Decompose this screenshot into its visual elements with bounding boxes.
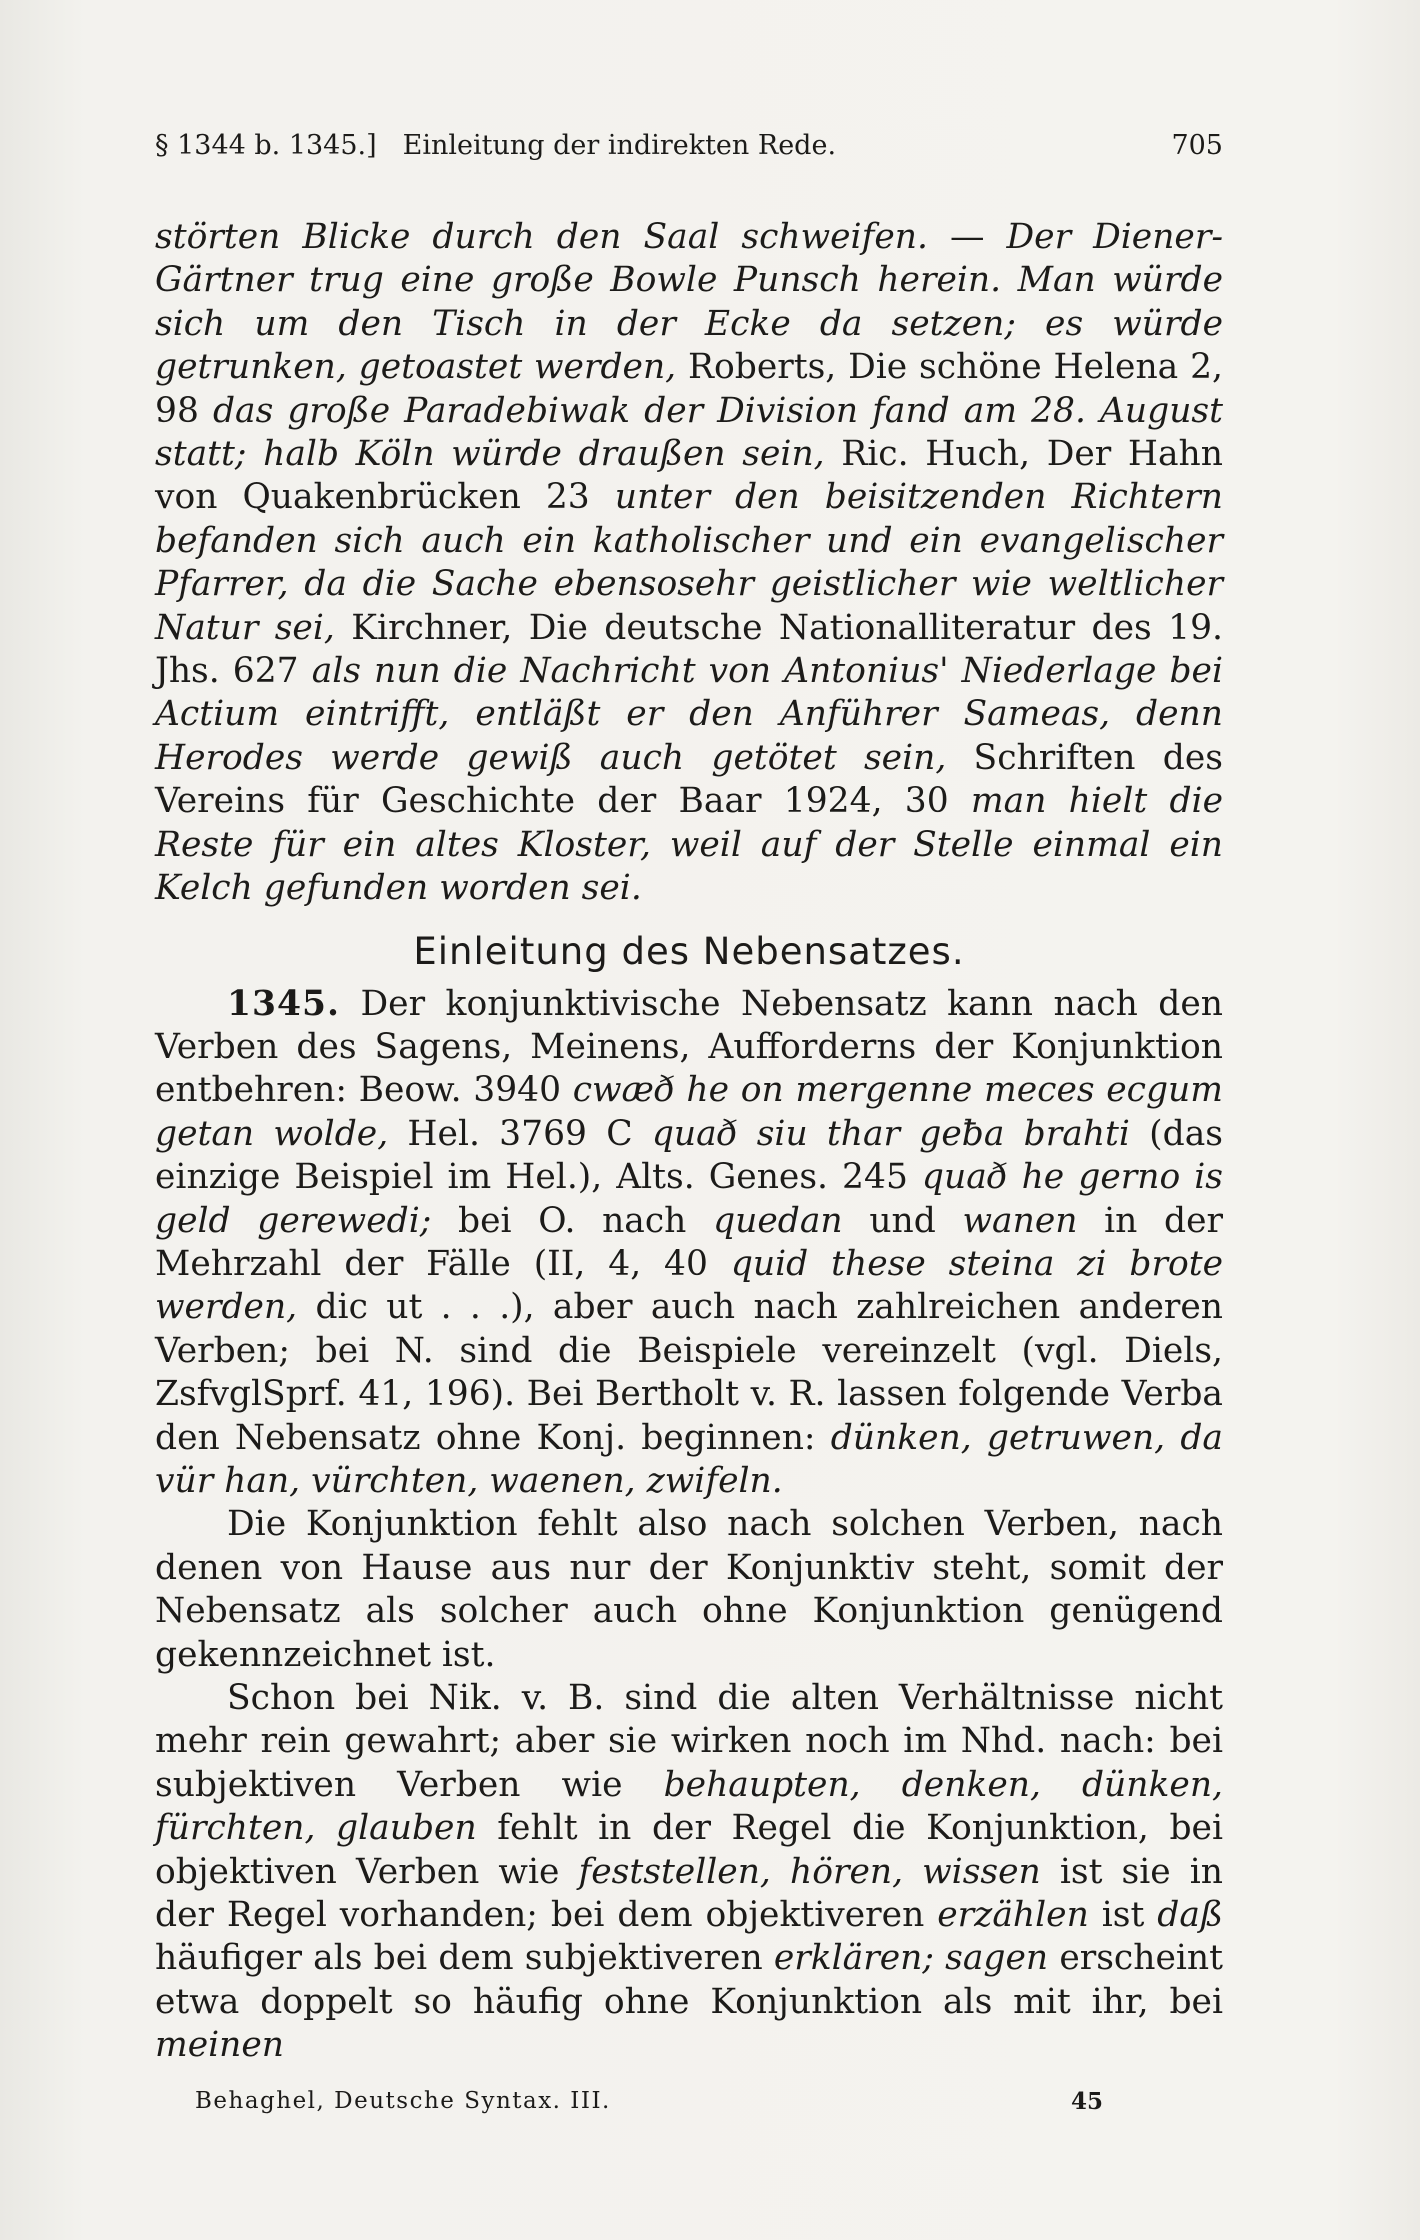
paragraph2-run: und (842, 1200, 963, 1241)
paragraph2-run: Der konjunktivische Nebensatz kann nach den Verben des Sagens, Meinens, Aufforderns der Konjunktion entbehren: Beow. 3940 (155, 983, 1223, 1111)
paragraph2-run: quid these steina zi brote werden, (155, 1243, 1223, 1328)
paragraph2-run: wanen (962, 1200, 1078, 1241)
paragraph2-run: (das einzige Beispiel im Hel.), Alts. Genes. 245 (155, 1113, 1223, 1198)
section-reference: § 1344 b. 1345.] (155, 130, 377, 161)
paragraph4-run: meinen (155, 2025, 285, 2066)
paragraph2-run: quað siu thar geƀa brahti (651, 1113, 1130, 1154)
paragraph4-run: ist (1088, 1895, 1158, 1936)
paragraph2-run: cwæð he on mergenne meces ecgum getan wolde, (155, 1070, 1223, 1154)
paragraph4-run: erklären; sagen (773, 1938, 1049, 1979)
paragraph2-run: quað he gerno is geld gerewedi; (155, 1157, 1223, 1241)
paragraph1-run: störten Blicke durch den Saal schweifen. (155, 217, 928, 257)
paragraph1-run: man hielt die Reste für ein altes Kloster, weil auf der Stelle einmal ein Kelch gefunden worden sei. (155, 781, 1224, 909)
paragraph-conjunction (155, 1503, 1223, 1677)
section-number: 1345. (227, 983, 341, 1024)
paragraph1-run: Roberts, Die schöne Helena 2, 98 (155, 347, 1223, 431)
paragraph-examples (155, 216, 1223, 911)
section-heading: Einleitung des Nebensatzes. (413, 929, 965, 973)
page-content (155, 130, 1223, 2115)
paragraph1-run: Kirchner, Die deutsche Nationalliteratur des 19. Jhs. 627 (155, 607, 1223, 692)
paragraph4-run: feststellen, hören, wissen (578, 1851, 1041, 1892)
paragraph3-run: Die Konjunktion fehlt also nach solchen Verben, nach denen von Hause aus nur der Konjunktiv steht, somit der Nebensatz als solcher auch ohne Konjunktion genügend gekennzeichnet ist. (155, 1504, 1223, 1675)
paragraph2-run: in der Mehrzahl der Fälle (II, 4, 40 (155, 1200, 1224, 1284)
paragraph2-run: dünken, getruwen, da vür han, vürchten, waenen, zwifeln. (155, 1417, 1223, 1501)
running-header (155, 130, 1223, 176)
paragraph2-run: bei O. nach (431, 1200, 714, 1241)
paragraph4-run: häufiger als bei dem subjektiveren (155, 1938, 774, 1979)
paragraph1-run: — (927, 217, 1007, 257)
paragraph4-run: fehlt in der Regel die Konjunktion, bei objektiven Verben wie (155, 1808, 1223, 1892)
paragraph1-run: Schriften des Vereins für Geschichte der Baar 1924, 30 (155, 737, 1223, 822)
paragraph4-run: daß (1157, 1895, 1223, 1936)
paragraph4-run: erzählen (937, 1895, 1089, 1936)
paragraph4-run: ist sie in der Regel vorhanden; bei dem objektiveren (155, 1851, 1223, 1936)
header-title: Einleitung der indirekten Rede. (402, 130, 837, 161)
page-footer (155, 2088, 1223, 2115)
paragraph1-run: unter den beisitzenden Richtern befanden sich auch ein katholischer und ein evangelischer Pfarrer, da die Sache ebensosehr geistlicher wie weltlicher Natur sei, (155, 477, 1223, 648)
signature-mark: 45 (1070, 2087, 1103, 2115)
page-number: 705 (1171, 130, 1223, 161)
paragraph1-run: Der Diener-Gärtner trug eine große Bowle Punsch herein. Man würde sich um den Tisch in der Ecke da setzen; es würde getrunken, getoastet werden, (155, 217, 1224, 388)
paragraph1-run: das große Paradebiwak der Division fand am 28. August statt; halb Köln würde draußen sein, (155, 390, 1223, 475)
paragraph4-run: behaupten, denken, dünken, fürchten, glauben (155, 1764, 1224, 1849)
paragraph2-run: Hel. 3769 C (388, 1113, 652, 1154)
paragraph4-run: erscheint etwa doppelt so häufig ohne Konjunktion als mit ihr, bei (155, 1938, 1224, 2022)
paragraph1-run: als nun die Nachricht von Antonius' Niederlage bei Actium eintrifft, entläßt er den Anführer Sameas, denn Herodes werde gewiß auch getötet sein, (155, 651, 1223, 778)
paragraph-1345-text (155, 984, 1223, 1501)
footer-book-title: Behaghel, Deutsche Syntax. III. (195, 2087, 611, 2114)
paragraph2-run: dic ut . . .), aber auch nach zahlreichen anderen Verben; bei N. sind die Beispiele vereinzelt (vgl. Diels, ZsfvglSprf. 41, 196). Bei Bertholt v. R. lassen folgende Verba den Nebensatz ohne Konj. beginnen: (155, 1287, 1223, 1458)
paragraph4-run: Schon bei Nik. v. B. sind die alten Verhältnisse nicht mehr rein gewahrt; aber sie wirken noch im Nhd. nach: bei subjektiven Verben wie (155, 1678, 1223, 1805)
paragraph-1345 (155, 983, 1223, 1504)
paragraph1-run: Ric. Huch, Der Hahn von Quakenbrücken 23 (155, 434, 1223, 518)
paragraph-nhd (155, 1677, 1223, 2068)
paragraph2-run: quedan (713, 1200, 843, 1241)
